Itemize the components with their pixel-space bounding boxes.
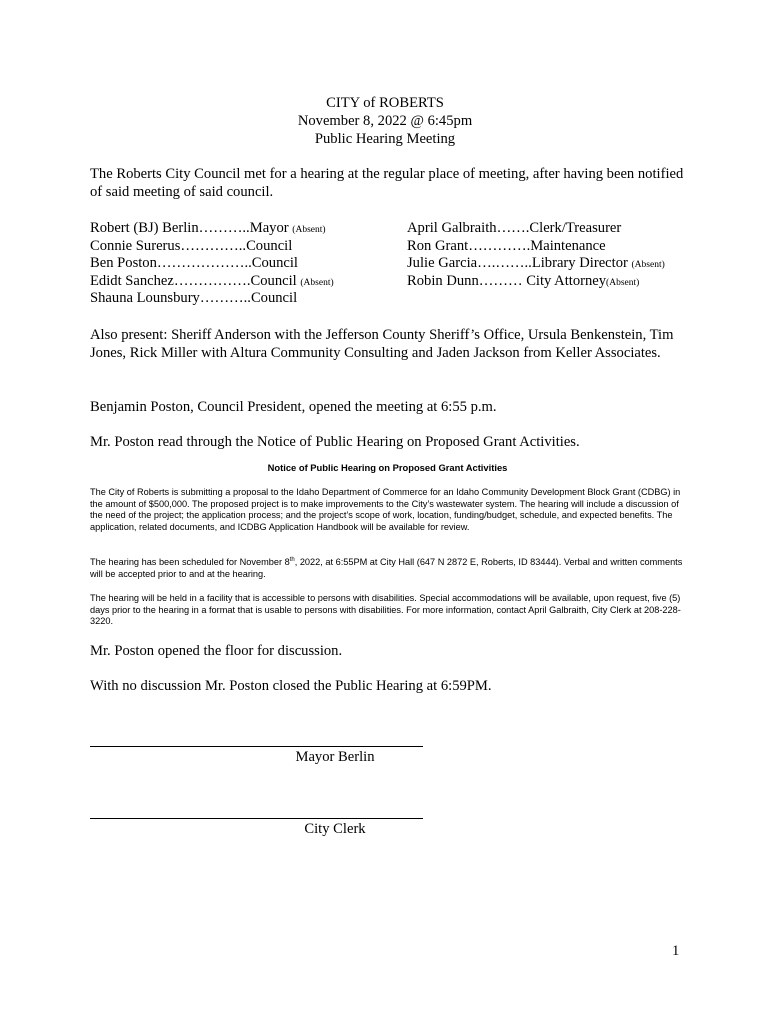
closed-paragraph: With no discussion Mr. Poston closed the Public Hearing at 6:59PM. bbox=[90, 678, 492, 694]
attendee-row: Edidt Sanchez…………….Council (Absent) bbox=[90, 272, 334, 289]
attendee-row: Ron Grant………….Maintenance bbox=[407, 237, 606, 254]
document-header bbox=[0, 94, 770, 148]
attendee-row: Robert (BJ) Berlin………..Mayor (Absent) bbox=[90, 220, 326, 236]
attendees-right-column bbox=[407, 219, 665, 289]
attendee-row: Julie Garcia….……..Library Director (Absent) bbox=[407, 255, 665, 271]
meeting-date: November 8, 2022 @ 6:45pm bbox=[297, 113, 473, 129]
attendees-left-column bbox=[90, 219, 334, 307]
attendee-row: April Galbraith…….Clerk/Treasurer bbox=[407, 220, 622, 236]
mayor-signature-line bbox=[90, 746, 423, 747]
notice-paragraph-1: The City of Roberts is submitting a proposal to the Idaho Department of Commerce for an Idaho Community Development Block Grant (CDBG) in the amount of $500,000. The proposed project is to make improvements to the City’s wastewater system. The hearing will include a discussion of the need of the project; the application process; and the project’s scope of work, location, funding/budget, schedule, and expected benefits. The application, related documents, and ICDBG Application Handbook will be available for review. bbox=[90, 487, 681, 532]
notice-title: Notice of Public Hearing on Proposed Grant Activities bbox=[267, 462, 508, 473]
attendee-row: Shauna Lounsbury………..Council bbox=[90, 290, 298, 306]
attendee-row: Ben Poston………………..Council bbox=[90, 255, 298, 271]
clerk-signature-line bbox=[90, 818, 423, 819]
clerk-signature-label: City Clerk bbox=[304, 821, 366, 837]
intro-paragraph: The Roberts City Council met for a hearing at the regular place of meeting, after having been notified of said meeting of said council. bbox=[90, 166, 684, 200]
page-number: 1 bbox=[672, 943, 680, 959]
read-notice-paragraph: Mr. Poston read through the Notice of Public Hearing on Proposed Grant Activities. bbox=[90, 434, 580, 450]
meeting-type: Public Hearing Meeting bbox=[314, 131, 456, 147]
also-present-paragraph: Also present: Sheriff Anderson with the Jefferson County Sheriff’s Office, Ursula Benkenstein, Tim Jones, Rick Miller with Altura Community Consulting and Jaden Jackson from Keller Associates. bbox=[90, 327, 674, 361]
notice-paragraph-2: The hearing has been scheduled for November 8th, 2022, at 6:55PM at City Hall (647 N 2872 E, Roberts, ID 83444). Verbal and written comments will be accepted prior to and at the hearing. bbox=[90, 556, 683, 579]
city-name: CITY of ROBERTS bbox=[326, 95, 444, 111]
floor-paragraph: Mr. Poston opened the floor for discussion. bbox=[90, 643, 343, 659]
mayor-signature-label: Mayor Berlin bbox=[295, 749, 375, 765]
attendee-row: Connie Surerus…………..Council bbox=[90, 237, 293, 254]
attendee-row: Robin Dunn……… City Attorney(Absent) bbox=[407, 272, 640, 289]
notice-paragraph-3: The hearing will be held in a facility that is accessible to persons with disabilities. Special accommodations will be available, upon request, five (5) days prior to the hearing in a format that is usable to persons with disabilities. For more information, contact April Galbraith, City Clerk at 208-228-3220. bbox=[90, 593, 681, 626]
opened-paragraph: Benjamin Poston, Council President, opened the meeting at 6:55 p.m. bbox=[90, 399, 497, 415]
